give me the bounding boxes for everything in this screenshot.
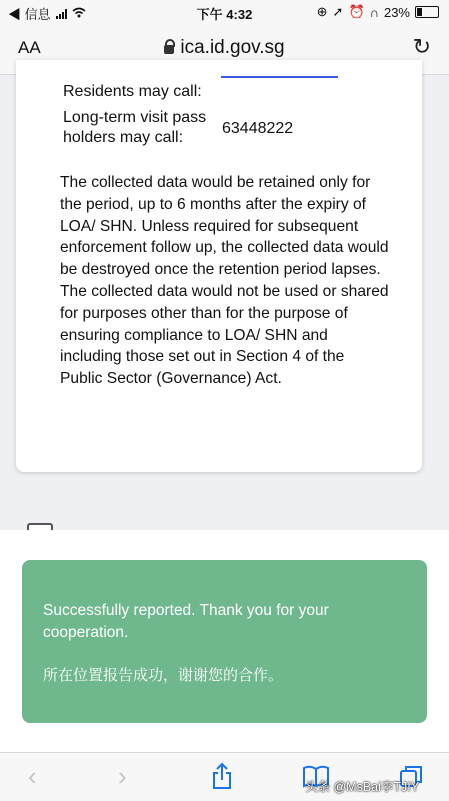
- status-time: 下午 4:32: [196, 7, 253, 22]
- status-right: [317, 4, 439, 20]
- alarm-icon: ⏰: [348, 4, 365, 19]
- battery-percent: 23%: [383, 4, 410, 20]
- toast-message-en: Successfully reported. Thank you for your cooperation.: [43, 602, 329, 641]
- lock-icon: [164, 45, 174, 54]
- status-bar: [0, 0, 449, 24]
- ltvp-phone-number[interactable]: 63448222: [222, 120, 294, 137]
- reload-icon[interactable]: ↻: [412, 34, 431, 59]
- forward-arrow-icon[interactable]: ›: [118, 761, 127, 791]
- headphones-icon: ∩: [369, 4, 379, 20]
- back-to-app-label[interactable]: ◀ 信息: [8, 7, 51, 22]
- back-arrow-icon[interactable]: ‹: [28, 761, 37, 791]
- rotation-lock-icon: ⊕: [316, 4, 328, 19]
- battery-icon: [415, 6, 439, 18]
- watermark-text: 头条 @MsBai李TJIY: [305, 780, 420, 794]
- toast-message-zh: 所在位置报告成功，谢谢您的合作。: [43, 667, 284, 684]
- link-underline: [221, 76, 338, 78]
- success-toast: [22, 560, 427, 723]
- residents-label: Residents may call:: [63, 83, 202, 100]
- reader-aa-button[interactable]: AA: [18, 38, 41, 57]
- ltvp-label: Long-term visit pass holders may call:: [63, 109, 207, 146]
- address-field[interactable]: [0, 37, 449, 59]
- data-retention-paragraph: The collected data would be retained only for the period, up to 6 months after the expiry of LOA/ SHN. Unless required for subsequent enforcement follow up, the collected data would be destroyed once the retention period lapses. The collected data would not be used or shared for purposes other than for the purpose of ensuring compliance to LOA/ SHN and including those set out in Section 4 of the Public Sector (Governance) Act.: [60, 174, 389, 388]
- location-icon: ➚: [332, 4, 344, 19]
- share-icon[interactable]: [210, 761, 234, 791]
- url-text: ica.id.gov.sg: [180, 37, 285, 58]
